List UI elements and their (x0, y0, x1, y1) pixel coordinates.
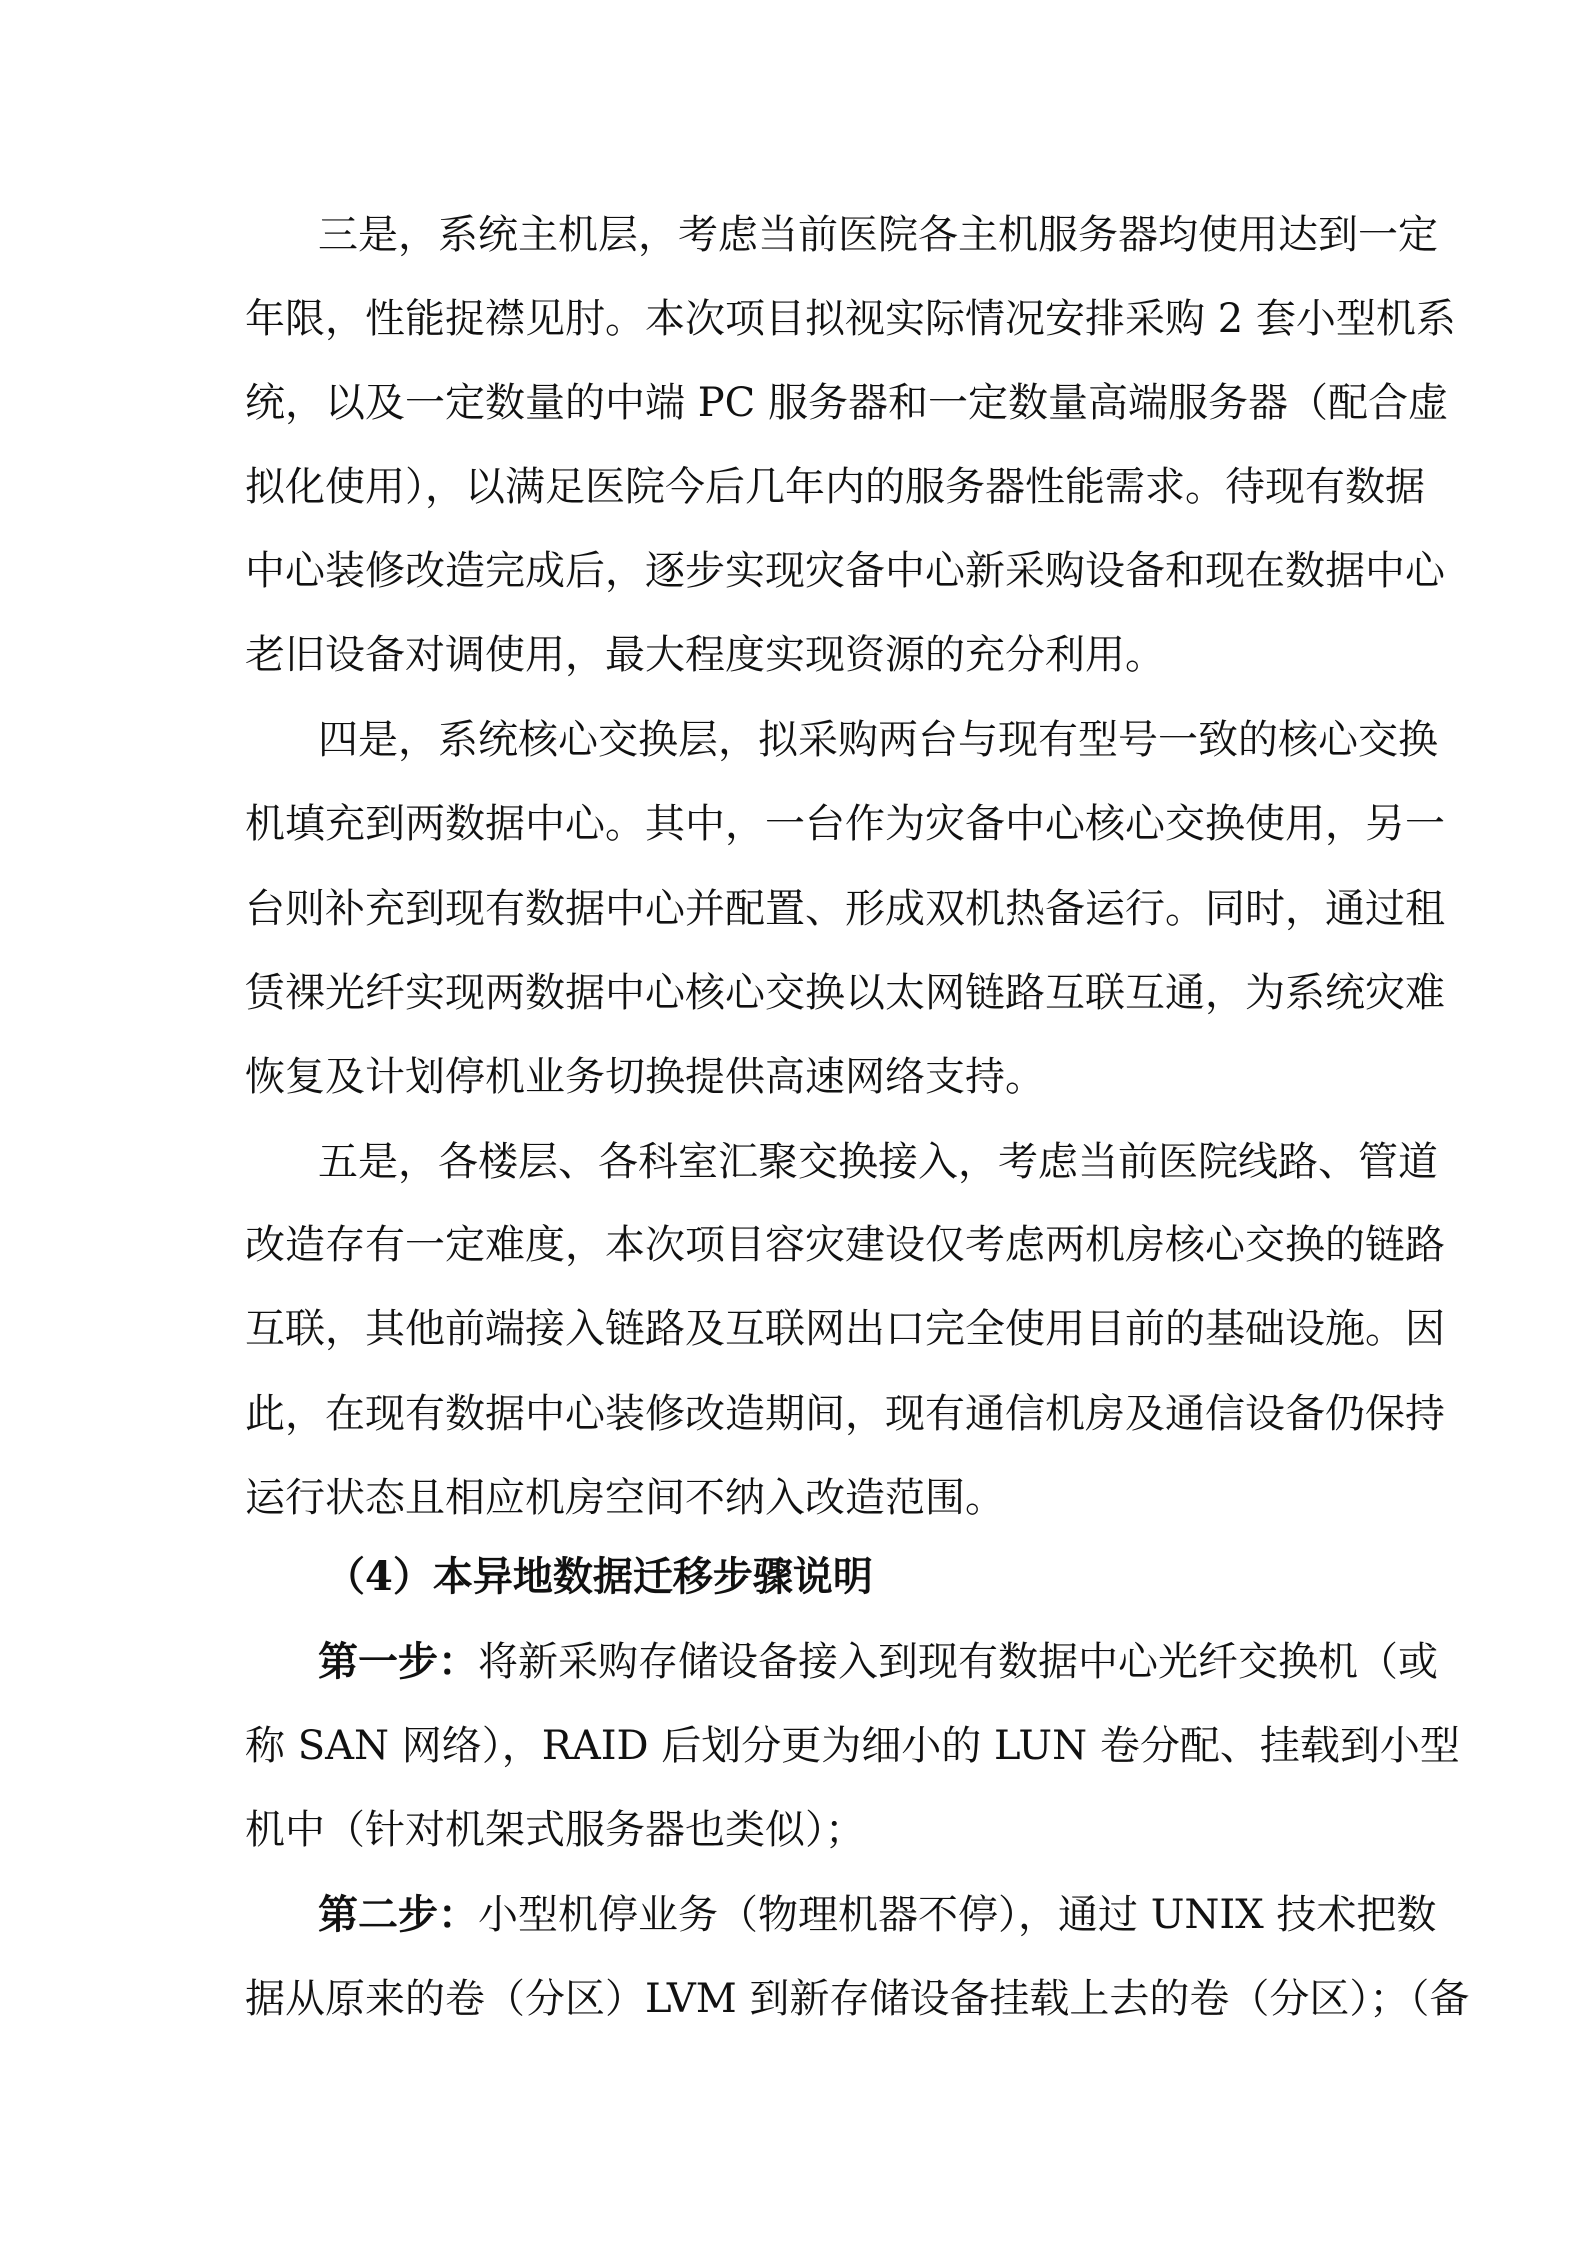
step-label: 第二步： (318, 1891, 478, 1938)
paragraph-line: 赁裸光纤实现两数据中心核心交换以太网链路互联互通，为系统灾难 (245, 970, 1445, 1016)
paragraph-line: 年限，性能捉襟见肘。本次项目拟视实际情况安排采购 2 套小型机系 (245, 296, 1456, 342)
paragraph-line: 机填充到两数据中心。其中，一台作为灾备中心核心交换使用，另一 (245, 801, 1445, 847)
paragraph-line: 运行状态且相应机房空间不纳入改造范围。 (245, 1475, 1005, 1521)
paragraph-line: 中心装修改造完成后，逐步实现灾备中心新采购设备和现在数据中心 (245, 548, 1445, 594)
step-text: 将新采购存储设备接入到现有数据中心光纤交换机（或 (478, 1639, 1438, 1685)
step-label: 第一步： (318, 1638, 478, 1685)
paragraph-line: 老旧设备对调使用，最大程度实现资源的充分利用。 (245, 632, 1165, 678)
paragraph-line: 拟化使用），以满足医院今后几年内的服务器性能需求。待现有数据 (245, 464, 1425, 510)
step-line: 机中（针对机架式服务器也类似）； (245, 1807, 865, 1853)
paragraph-line: 互联，其他前端接入链路及互联网出口完全使用目前的基础设施。因 (245, 1306, 1445, 1352)
paragraph-line: 恢复及计划停机业务切换提供高速网络支持。 (245, 1054, 1045, 1100)
paragraph-line: 改造存有一定难度，本次项目容灾建设仅考虑两机房核心交换的链路 (245, 1222, 1445, 1268)
paragraph-line: 台则补充到现有数据中心并配置、形成双机热备运行。同时，通过租 (245, 886, 1445, 932)
paragraph-line: 统，以及一定数量的中端 PC 服务器和一定数量高端服务器（配合虚 (245, 380, 1448, 426)
paragraph-line: 三是，系统主机层，考虑当前医院各主机服务器均使用达到一定 (318, 212, 1438, 258)
paragraph-line: 五是，各楼层、各科室汇聚交换接入，考虑当前医院线路、管道 (318, 1139, 1438, 1185)
paragraph-line: 四是，系统核心交换层，拟采购两台与现有型号一致的核心交换 (318, 717, 1438, 763)
step-line: 据从原来的卷（分区）LVM 到新存储设备挂载上去的卷（分区）；（备 (245, 1976, 1470, 2022)
paragraph-line: 此，在现有数据中心装修改造期间，现有通信机房及通信设备仍保持 (245, 1391, 1445, 1437)
step-line: 称 SAN 网络），RAID 后划分更为细小的 LUN 卷分配、挂载到小型 (245, 1723, 1460, 1769)
section-heading: （4）本异地数据迁移步骤说明 (325, 1553, 873, 1600)
step-line (318, 1637, 1438, 1687)
step-line (318, 1890, 1437, 1940)
step-text: 小型机停业务（物理机器不停），通过 UNIX 技术把数 (478, 1892, 1437, 1938)
